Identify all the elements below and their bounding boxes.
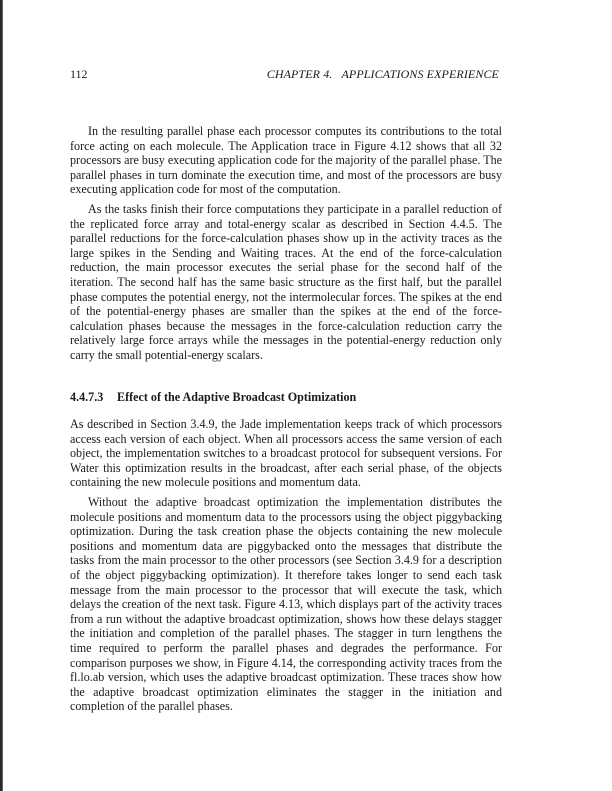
paragraph: Without the adaptive broadcast optimization the implementation distributes the molecule positions and momentum data to the processors using the object piggybacking optimization. During the task creation phase the objects containing the new molecule positions and momentum data are piggybacked onto the messages that distribute the tasks from the main processor to the other processors (see Section 3.4.9 for a description of the object piggybacking optimization). It therefore takes longer to send each task message from the main processor to the processor that will execute the task, which delays the creation of the next task. Figure 4.13, which displays part of the activity traces from a run without the adaptive broadcast optimization, shows how these delays stagger the initiation and completion of the parallel phases. The stagger in turn lengthens the time required to perform the parallel phases and degrades the performance. For comparison purposes we show, in Figure 4.14, the corresponding activity traces from the fl.lo.ab version, which uses the adaptive broadcast optimization. These traces show how the adaptive broadcast optimization eliminates the stagger in the initiation and completion of the parallel phases. — [70, 494, 502, 714]
body-text-section-2 — [70, 417, 502, 714]
chapter-title: CHAPTER 4. APPLICATIONS EXPERIENCE — [266, 67, 499, 81]
running-head — [70, 66, 502, 82]
paragraph: In the resulting parallel phase each processor computes its contributions to the total force acting on each molecule. The Application trace in Figure 4.12 shows that all 32 processors are busy executing application code for the majority of the parallel phase. The parallel phases in turn dominate the execution time, and most of the processors are busy executing application code for most of the computation. — [70, 124, 502, 197]
scan-border — [0, 0, 3, 791]
section-heading — [70, 390, 356, 404]
paragraph: As described in Section 3.4.9, the Jade implementation keeps track of which processors access each version of each object. When all processors access the same version of each object, the implementation switches to a broadcast protocol for subsequent versions. For Water this optimization results in the broadcast, after each serial phase, of the objects containing the new molecule positions and momentum data. — [70, 417, 502, 490]
page-number: 112 — [70, 67, 88, 81]
section-title: Effect of the Adaptive Broadcast Optimization — [117, 390, 357, 404]
section-number: 4.4.7.3 — [70, 390, 104, 404]
paragraph: As the tasks finish their force computations they participate in a parallel reduction of the replicated force array and total-energy scalar as described in Section 4.4.5. The parallel reductions for the force-calculation phases show up in the activity traces as the large spikes in the Sending and Waiting traces. At the end of the force-calculation reduction, the main processor executes the serial phase for the second half of the iteration. The second half has the same basic structure as the first half, but the parallel phase computes the potential energy, not the intermolecular forces. The spikes at the end of the potential-energy phases are smaller than the spikes at the end of the force-calculation phases because the messages in the force-calculation reduction carry the relatively large force arrays while the messages in the potential-energy reduction only carry the small potential-energy scalars. — [70, 201, 502, 362]
body-text-section-1 — [70, 124, 502, 363]
